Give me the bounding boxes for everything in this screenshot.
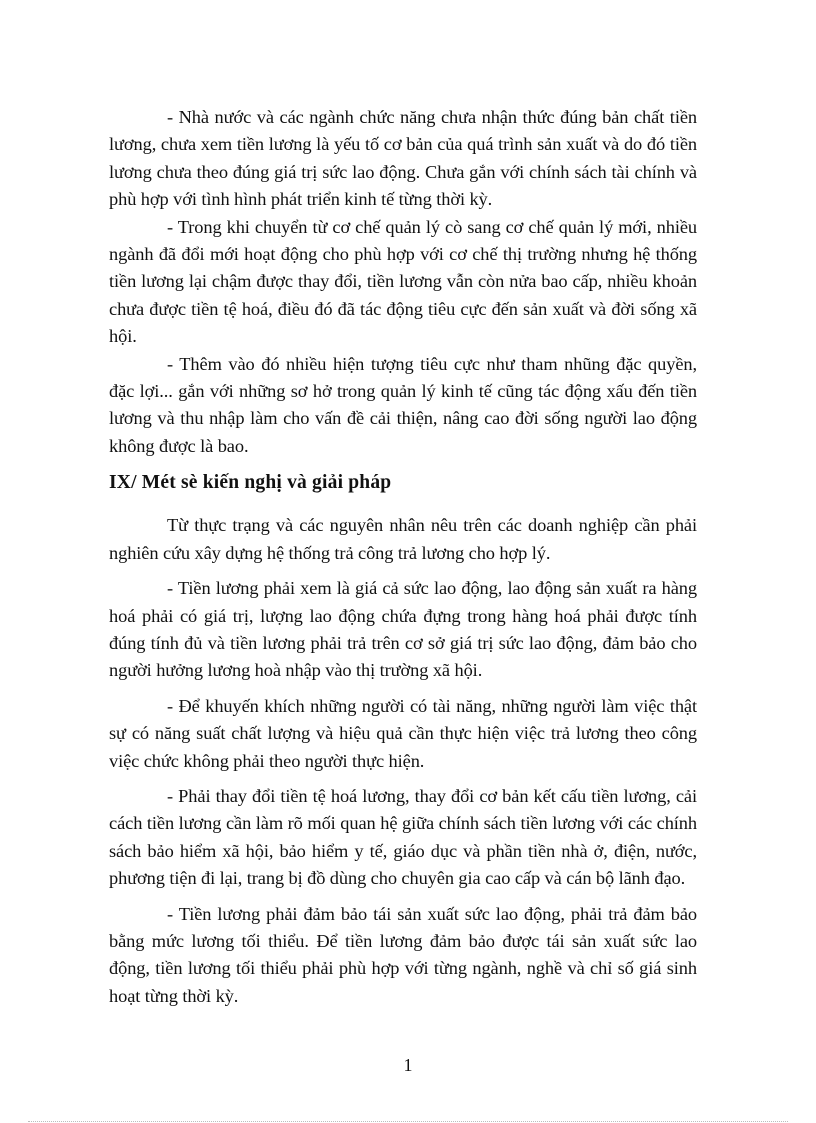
- page-number: 1: [403, 1055, 413, 1075]
- paragraph-minimum-wage: - Tiền lương phải đảm bảo tái sản xuất sức lao động, phải trả đảm bảo bằng mức lương tối thiểu. Để tiền lương đảm bảo được tái sản xuất sức lao động, tiền lương tối thiểu phải phù hợp với từng ngành, nghề và chỉ số giá sinh hoạt từng thời kỳ.: [109, 903, 697, 1006]
- paragraph-labor-price: - Tiền lương phải xem là giá cả sức lao động, lao động sản xuất ra hàng hoá phải có giá trị, lượng lao động chứa đựng trong hàng hoá phải được tính đúng tính đủ và tiền lương phải trả trên cơ sở giá trị sức lao động, đảm bảo cho người hưởng lương hoà nhập vào thị trường xã hội.: [109, 578, 697, 681]
- paragraph-intro: Từ thực trạng và các nguyên nhân nêu trên các doanh nghiệp cần phải nghiên cứu xây dựng hệ thống trả công trả lương cho hợp lý.: [109, 515, 697, 563]
- paragraph-mechanism-change: - Trong khi chuyển từ cơ chế quản lý cò sang cơ chế quản lý mới, nhiều ngành đã đổi mới hoạt động cho phù hợp với cơ chế thị trường nhưng hệ thống tiền lương lại chậm được thay đổi, tiền lương vẫn còn nửa bao cấp, nhiều khoản chưa được tiền tệ hoá, điều đó đã tác động tiêu cực đến sản xuất và đời sống xã hội.: [109, 216, 697, 347]
- paragraph-reform: - Phải thay đổi tiền tệ hoá lương, thay đổi cơ bản kết cấu tiền lương, cải cách tiền lương cần làm rõ mối quan hệ giữa chính sách tiền lương với các chính sách bảo hiểm xã hội, bảo hiểm y tế, giáo dục và phần tiền nhà ở, điện, nước, phương tiện đi lại, trang bị đồ dùng cho chuyên gia cao cấp và cán bộ lãnh đạo.: [109, 785, 697, 889]
- document-page: [109, 104, 697, 1010]
- section-heading: IX/ Mét sè kiến nghị và giải pháp: [109, 472, 392, 494]
- paragraph-negative-phenomena: - Thêm vào đó nhiều hiện tượng tiêu cực như tham nhũng đặc quyền, đặc lợi... gắn với những sơ hở trong quản lý kinh tế cũng tác động xấu đến tiền lương và thu nhập làm cho vấn đề cải thiện, nâng cao đời sống người lao động không được là bao.: [109, 353, 697, 456]
- paragraph-salary-awareness: - Nhà nước và các ngành chức năng chưa nhận thức đúng bản chất tiền lương, chưa xem tiền lương là yếu tố cơ bản của quá trình sản xuất và do đó tiền lương chưa theo đúng giá trị sức lao động. Chưa gắn với chính sách tài chính và phù hợp với tình hình phát triển kinh tế từng thời kỳ.: [109, 107, 697, 210]
- footer-divider: [28, 1121, 788, 1122]
- paragraph-encourage-talent: - Để khuyến khích những người có tài năng, những người làm việc thật sự có năng suất chất lượng và hiệu quả cần thực hiện việc trả lương theo công việc chức không phải theo người thực hiện.: [109, 695, 697, 771]
